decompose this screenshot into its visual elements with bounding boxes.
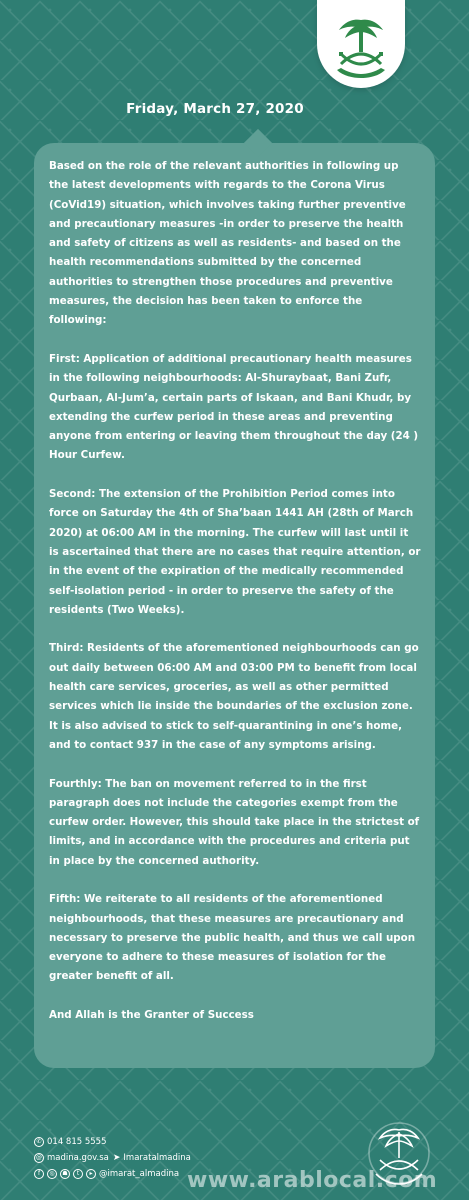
instagram-icon[interactable]: ◎ [47, 1169, 57, 1179]
announcement-card [34, 143, 435, 1068]
announcement-body [49, 157, 421, 1025]
top-emblem-badge [317, 0, 405, 88]
footer-phone-row [34, 1134, 191, 1150]
intro-paragraph: Based on the role of the relevant authorities in following up the latest developments with regards to the Corona Virus (CoVid19) situation, which involves taking further preventive and precautionary measures -in order to preserve the health and safety of citizens as well as residents- and based on the health recommendations submitted by the concerned authorities to strengthen those procedures and preventive measures, the decision has been taken to enforce the following: [49, 160, 406, 327]
website-link[interactable]: madina.gov.sa [47, 1153, 109, 1163]
youtube-icon[interactable]: ▸ [86, 1169, 96, 1179]
first-measure-paragraph: First: Application of additional precautionary health measures in the following neighbourhoods: Al-Shuraybaat, Bani Zufr, Qurbaan, Al-Jum’a, certain parts of Iskaan, and Bani Khudr, by extending the curfew period in these areas and preventing anyone from entering or leaving them throughout the day (24 ) Hour Curfew. [49, 352, 419, 462]
closing-paragraph: And Allah is the Granter of Success [49, 1009, 254, 1022]
palm-swords-emblem-icon [333, 14, 389, 80]
second-measure-paragraph: Second: The extension of the Prohibition Period comes into force on Saturday the 4th of Sha’baan 1441 AH (28th of March 2020) at 06:00 AM in the morning. The curfew will last until it is ascertained that there are no cases that require attention, or in the event of the expiration of the medically recommended self-isolation period - in order to preserve the safety of the residents (Two Weeks). [49, 488, 421, 616]
third-measure-paragraph: Third: Residents of the aforementioned neighbourhoods can go out daily between 06:00 AM and 03:00 PM to benefit from local health care services, groceries, as well as other permitted services which lie inside the boundaries of the exclusion zone. It is also advised to stick to self-quarantining in one’s home, and to contact 937 in the case of any symptoms arising. [49, 642, 419, 751]
announcement-date: Friday, March 27, 2020 [126, 101, 304, 117]
twitter-icon[interactable]: t [73, 1169, 83, 1179]
phone-number[interactable]: 014 815 5555 [47, 1137, 107, 1147]
telegram-icon: ➤ [112, 1153, 121, 1163]
footer-social-row [34, 1166, 191, 1182]
snapchat-icon[interactable]: ☗ [60, 1169, 70, 1179]
footer-contacts [34, 1134, 191, 1182]
social-handle[interactable]: @imarat_almadina [99, 1169, 180, 1179]
globe-icon: @ [36, 1154, 42, 1161]
fourth-measure-paragraph: Fourthly: The ban on movement referred to in the first paragraph does not include the categories exempt from the curfew order. However, this should take place in the strictest of limits, and in accordance with the procedures and criteria put in place by the concerned authority. [49, 777, 420, 867]
telegram-handle[interactable]: Imaratalmadina [123, 1153, 191, 1163]
phone-icon: ✆ [34, 1137, 44, 1147]
footer-web-row [34, 1150, 191, 1166]
fifth-measure-paragraph: Fifth: We reiterate to all residents of the aforementioned neighbourhoods, that these measures are precautionary and necessary to preserve the public health, and thus we call upon everyone to adhere to these measures of isolation for the greater benefit of all. [49, 893, 416, 983]
facebook-icon[interactable]: f [34, 1169, 44, 1179]
card-pointer [244, 129, 272, 157]
watermark: www.arablocal.com [187, 1168, 438, 1193]
